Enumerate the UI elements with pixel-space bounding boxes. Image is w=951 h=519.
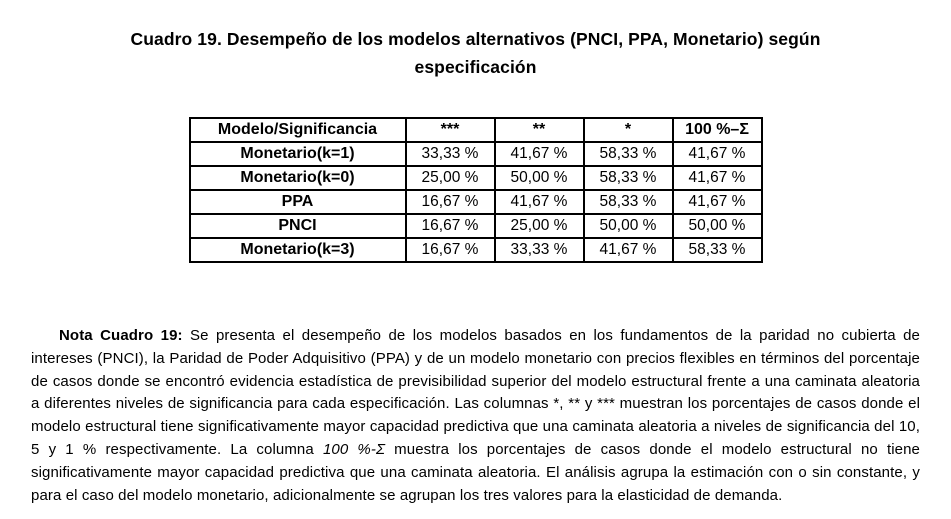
cell-value: 41,67 % xyxy=(584,238,673,262)
cell-value: 50,00 % xyxy=(673,214,762,238)
cell-value: 25,00 % xyxy=(406,166,495,190)
note-sigma-term: 100 %-Σ xyxy=(322,440,386,458)
paper-page xyxy=(0,25,951,519)
table-row xyxy=(190,238,762,262)
cell-value: 41,67 % xyxy=(495,142,584,166)
row-label-pnci: PNCI xyxy=(190,214,406,238)
cell-value: 33,33 % xyxy=(406,142,495,166)
results-table-header xyxy=(190,118,762,142)
table-row xyxy=(190,214,762,238)
cell-value: 41,67 % xyxy=(673,166,762,190)
header-one-star: * xyxy=(584,118,673,142)
cell-value: 58,33 % xyxy=(584,190,673,214)
cell-value: 41,67 % xyxy=(673,190,762,214)
table-caption-title: Cuadro 19. Desempeño de los modelos alternativos (PNCI, PPA, Monetario) según especificación xyxy=(130,29,821,77)
cell-value: 58,33 % xyxy=(673,238,762,262)
cell-value: 50,00 % xyxy=(584,214,673,238)
cell-value: 16,67 % xyxy=(406,214,495,238)
note-text-part1: Se presenta el desempeño de los modelos basados en los fundamentos de la paridad no cubierta de intereses (PNCI), la Paridad de Poder Adquisitivo (PPA) y de un modelo monetario con precios flexibles en términos del porcentaje de casos donde se encontró evidencia estadística de previsibilidad superior del modelo estructural frente a una caminata aleatoria a diferentes niveles de significancia para cada especificación. Las columnas *, ** y *** muestran los porcentajes de casos donde el modelo estructural tiene significativamente mayor capacidad predictiva que una caminata aleatoria a niveles de significancia del 10, 5 y 1 % respectivamente. La columna xyxy=(31,327,920,458)
note-text-part2: muestra los porcentajes de casos donde el modelo estructural no tiene significativamente mayor capacidad predictiva que una caminata aleatoria. El análisis agrupa la estimación con o sin constante, y para el caso del modelo monetario, adicionalmente se agrupan los tres valores para la elasticidad de demanda. xyxy=(31,440,920,504)
cell-value: 16,67 % xyxy=(406,238,495,262)
row-label-monetario-k0: Monetario(k=0) xyxy=(190,166,406,190)
cell-value: 50,00 % xyxy=(495,166,584,190)
header-modelo-significancia: Modelo/Significancia xyxy=(190,118,406,142)
row-label-monetario-k1: Monetario(k=1) xyxy=(190,142,406,166)
header-three-stars: *** xyxy=(406,118,495,142)
cell-value: 41,67 % xyxy=(673,142,762,166)
table-note xyxy=(31,325,920,507)
cell-value: 58,33 % xyxy=(584,142,673,166)
table-row xyxy=(190,190,762,214)
cell-value: 33,33 % xyxy=(495,238,584,262)
results-table-body xyxy=(190,142,762,262)
cell-value: 16,67 % xyxy=(406,190,495,214)
note-label: Nota Cuadro 19: xyxy=(59,327,183,344)
header-two-stars: ** xyxy=(495,118,584,142)
header-100pct-sigma: 100 %–Σ xyxy=(673,118,762,142)
cell-value: 58,33 % xyxy=(584,166,673,190)
results-table xyxy=(189,117,763,263)
table-header-row xyxy=(190,118,762,142)
cell-value: 41,67 % xyxy=(495,190,584,214)
table-row xyxy=(190,166,762,190)
cell-value: 25,00 % xyxy=(495,214,584,238)
row-label-monetario-k3: Monetario(k=3) xyxy=(190,238,406,262)
row-label-ppa: PPA xyxy=(190,190,406,214)
table-row xyxy=(190,142,762,166)
